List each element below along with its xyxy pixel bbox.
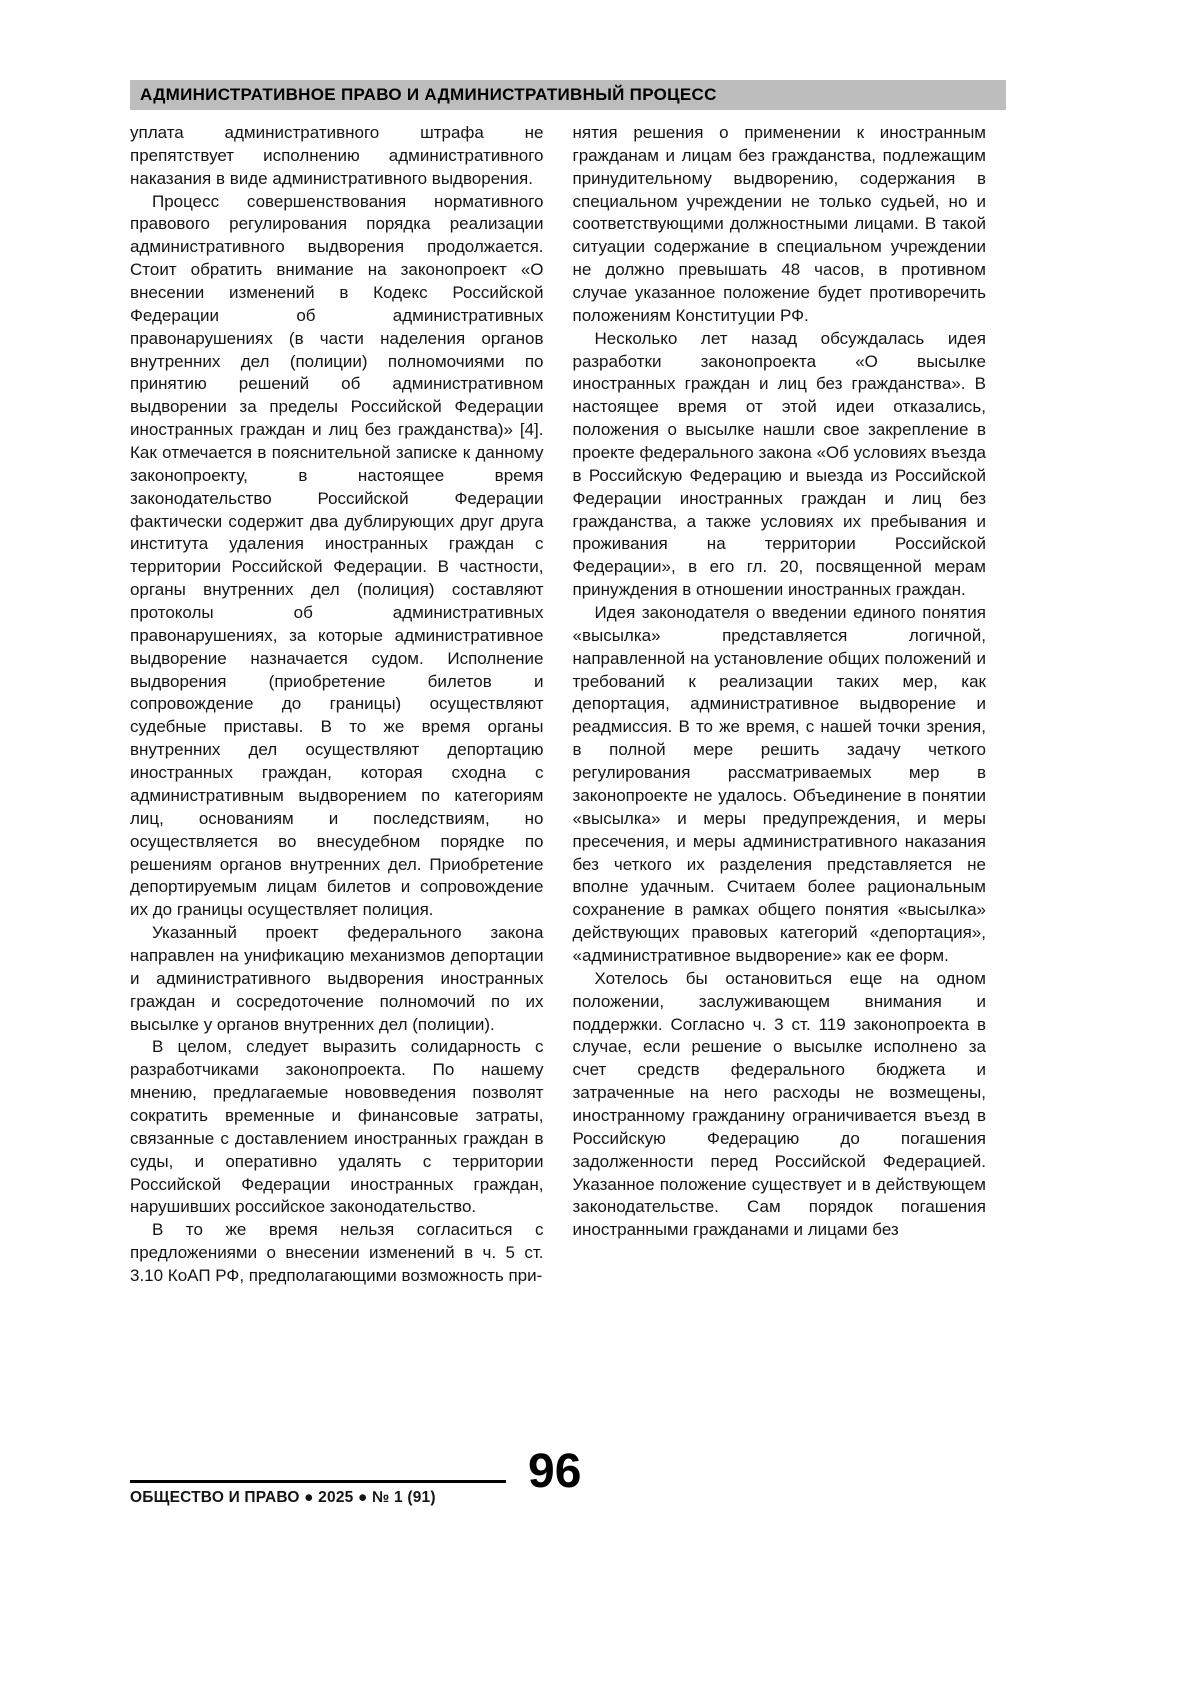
article-paragraph: уплата административного штрафа не препятствует исполнению административного наказания в виде административного выдворения.: [130, 123, 544, 188]
article-paragraph: В целом, следует выразить солидарность с разработчиками законопроекта. По нашему мнению, предлагаемые нововведения позволят сократить временные и финансовые затраты, связанные с доставлением иностранных граждан в суды, и оперативно удалять с территории Российской Федерации иностранных граждан, нарушивших российское законодательство.: [130, 1037, 544, 1217]
article-paragraph: Хотелось бы остановиться еще на одном положении, заслуживающем внимания и поддержки. Согласно ч. 3 ст. 119 законопроекта в случае, если решение о высылке исполнено за счет средств федерального бюджета и затраченные на него расходы не возмещены, иностранному гражданину ограничивается въезд в Российскую Федерацию до погашения задолженности перед Российской Федерацией. Указанное положение существует и в действующем законодательстве. Сам порядок погашения иностранными гражданами и лицами без: [572, 968, 986, 1240]
article-paragraph: нятия решения о применении к иностранным гражданам и лицам без гражданства, подлежащим принудительному выдворению, содержания в специальном учреждении не только судьей, но и соответствующими должностными лицами. В такой ситуации содержание в специальном учреждении не должно превышать 48 часов, в противном случае указанное положение будет противоречить положениям Конституции РФ.: [572, 123, 986, 325]
left-column: [130, 122, 544, 1288]
footer-journal-info: [130, 1480, 506, 1507]
article-paragraph: В то же время нельзя согласиться с предложениями о внесении изменений в ч. 5 ст. 3.10 КоАП РФ, предполагающими возможность при-: [130, 1220, 544, 1285]
page-number: 96: [528, 1445, 582, 1498]
article-paragraph: Указанный проект федерального закона направлен на унификацию механизмов депортации и административного выдворения иностранных граждан и сосредоточение полномочий по их высылке у органов внутренних дел (полиции).: [130, 923, 544, 1034]
section-header-bar: [130, 80, 1006, 110]
page-footer: [130, 1445, 582, 1528]
article-paragraph: Идея законодателя о введении единого понятия «высылка» представляется логичной, направленной на установление общих положений и требований к реализации таких мер, как депортация, административное выдворение и реадмиссия. В то же время, с нашей точки зрения, в полной мере решить задачу четкого регулирования рассматриваемых мер в законопроекте не удалось. Объединение в понятии «высылка» и меры предупреждения, и меры пресечения, и меры административного наказания без четкого их разделения представляется не вполне удачным. Считаем более рациональным сохранение в рамках общего понятия «высылка» действующих правовых категорий «депортация», «административное выдворение» как ее форм.: [572, 603, 986, 965]
right-column: [573, 122, 987, 1288]
section-title: АДМИНИСТРАТИВНОЕ ПРАВО И АДМИНИСТРАТИВНЫЙ ПРОЦЕСС: [140, 85, 717, 104]
journal-issue-line: ОБЩЕСТВО И ПРАВО ● 2025 ● № 1 (91): [130, 1489, 436, 1506]
article-paragraph: Процесс совершенствования нормативного правового регулирования порядка реализации административного выдворения продолжается. Стоит обратить внимание на законопроект «О внесении изменений в Кодекс Российской Федерации об административных правонарушениях (в части наделения органов внутренних дел (полиции) полномочиями по принятию решений об административном выдворении за пределы Российской Федерации иностранных граждан и лиц без гражданства)» [4]. Как отмечается в пояснительной записке к данному законопроекту, в настоящее время законодательство Российской Федерации фактически содержит два дублирующих друг друга института удаления иностранных граждан с территории Российской Федерации. В частности, органы внутренних дел (полиция) составляют протоколы об административных правонарушениях, за которые административное выдворение назначается судом. Исполнение выдворения (приобретение билетов и сопровождение до границы) осуществляют судебные приставы. В то же время органы внутренних дел осуществляют депортацию иностранных граждан, которая сходна с административным выдворением по категориям лиц, основаниям и последствиям, но осуществляется во внесудебном порядке по решениям органов внутренних дел. Приобретение депортируемым лицам билетов и сопровождение их до границы осуществляет полиция.: [130, 191, 544, 920]
article-paragraph: Несколько лет назад обсуждалась идея разработки законопроекта «О высылке иностранных граждан и лиц без гражданства». В настоящее время от этой идеи отказались, положения о высылке нашли свое закрепление в проекте федерального закона «Об условиях въезда в Российскую Федерацию и выезда из Российской Федерации иностранных граждан и лиц без гражданства, а также условиях их пребывания и проживания на территории Российской Федерации», в его гл. 20, посвященной мерам принуждения в отношении иностранных граждан.: [572, 328, 986, 600]
article-body: [130, 122, 986, 1288]
